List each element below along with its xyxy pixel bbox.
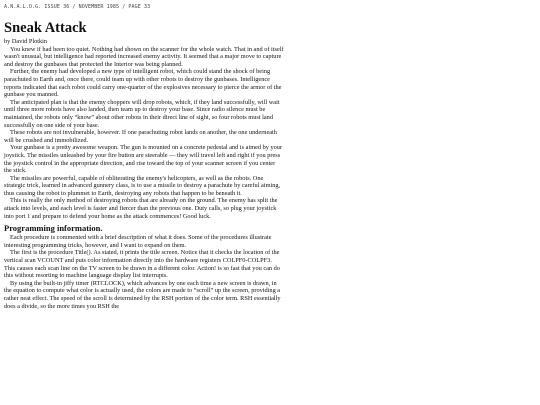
page-header: A.N.A.L.O.G. ISSUE 36 / NOVEMBER 1985 / PAGE 33	[4, 4, 151, 10]
story-paragraph-7: This is really the only method of destroying robots that are already on the ground. The enemy has split the attack into levels, and each level is faster and fiercer than the previous one. Duty calls, so plug your joystick into port 1 and prepare to defend your home as the attack commences! Good luck.	[4, 197, 278, 220]
article-byline: by David Plotkin	[4, 38, 48, 45]
story-paragraph-6: The missiles are powerful, capable of obliterating the enemy's helicopters, as well as the robots. One strategic trick, learned in advanced gunnery class, is to use a missile to destroy a parachute by careful aiming, thus causing the robot to plummet to Earth, destroying any robots that happen to be beneath it.	[4, 174, 281, 197]
story-paragraph-2: Further, the enemy had developed a new type of intelligent robot, which could stand the shock of being parachuted to Earth and, once there, could team up with other robots to destroy the gunbases. Intelligence reports indicated that each robot could carry one-quarter of the explosives necessary to pierce the armor of the gunbase you manned.	[4, 68, 282, 99]
story-paragraph-1: You knew if had been too quiet. Nothing had shown on the scanner for the whole watch. That in and of itself wasn't unusual, but intelligence had reported increased enemy activity. It seemed that a major move to capture and destroy the gunbases that protected the Interior was being planned.	[4, 45, 284, 68]
story-paragraph-5: Your gunbase is a pretty awesome weapon. The gun is mounted on a concrete pedestal and is aimed by your joystick. The missiles unleashed by your fire button are steerable — they will travel left and right if you press the joystick control in the appropriate direction, and rise toward the top of your scanner screen if you center the stick.	[4, 144, 283, 175]
article-page	[4, 4, 284, 310]
programming-paragraph-1: Each procedure is commented with a brief description of what it does. Some of the procedures illustrate interesting programming tricks, however, and I want to expand on them.	[4, 234, 272, 249]
article-title: Sneak Attack	[4, 20, 87, 36]
story-paragraph-3: The anticipated plan is that the enemy choppers will drop robots, which, if they land successfully, will wait until three more robots have also landed, then team up to destroy your base. Since radio silence must be maintained, the robots only “know” about other robots in their direct line of sight, so four robots must land successfully on one side of your base.	[4, 98, 280, 129]
story-paragraph-4: These robots are not invulnerable, however. If one parachuting robot lands on another, the one underneath will be crushed and immobilized.	[4, 129, 277, 144]
programming-paragraph-3: By using the built-in jiffy timer (RTCLOCK), which advances by one each time a new screen is drawn, in the equation to compute what color is actually used, the colors are made to “scroll” up the screen, providing a rather neat effect. The speed of the scroll is determined by the RSH portion of the color term. RSH essentially does a divide, so the more times you RSH the	[4, 279, 281, 310]
programming-paragraph-2: The first is the procedure Title(). As stated, it prints the title screen. Notice that it checks the location of the vertical scan VCOUNT and puts color information directly into the hardware registers COLPF0-COLPF3. This causes each scan line on the TV screen to be drawn in a different color. Action! is so fast that you can do this without resorting to machine language display list interrupts.	[4, 249, 280, 280]
section-heading: Programming information.	[4, 223, 103, 234]
